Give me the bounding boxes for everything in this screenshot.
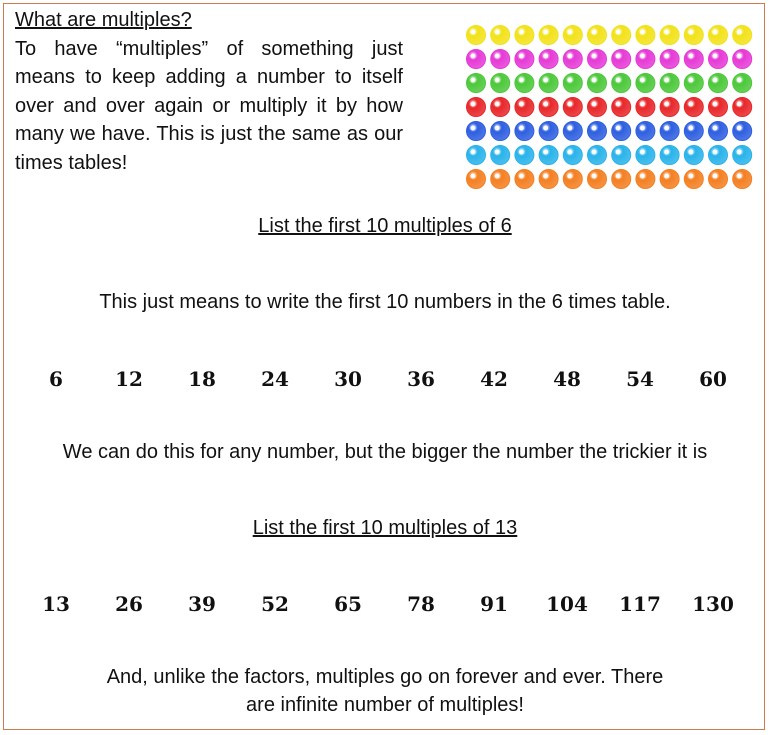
bead (467, 122, 486, 141)
bead (491, 74, 510, 93)
multiple-value: 39 (188, 592, 216, 616)
note-text: We can do this for any number, but the bigger the number the trickier it is (62, 441, 708, 463)
bead-highlight (737, 174, 742, 179)
bead (612, 122, 631, 141)
bead-highlight (543, 30, 548, 35)
bead (709, 170, 728, 189)
multiple-value: 13 (42, 592, 70, 616)
intro-title: What are multiples? (15, 9, 192, 31)
bead-highlight (592, 174, 597, 179)
bead (515, 170, 534, 189)
multiple-value: 91 (480, 592, 508, 616)
multiple-value: 52 (261, 592, 289, 616)
bead (491, 98, 510, 117)
bead-highlight (567, 102, 572, 107)
bead-highlight (543, 150, 548, 155)
bead-highlight (737, 30, 742, 35)
bead (515, 26, 534, 45)
bead-highlight (640, 150, 645, 155)
bead-highlight (616, 30, 621, 35)
bead-highlight (495, 30, 500, 35)
bead (491, 146, 510, 165)
bead-highlight (471, 174, 476, 179)
bead (684, 170, 703, 189)
bead (515, 98, 534, 117)
multiple-value: 54 (626, 367, 654, 391)
bead-highlight (616, 78, 621, 83)
multiple-value: 24 (261, 367, 289, 391)
bead (467, 146, 486, 165)
bead-highlight (640, 54, 645, 59)
bead (636, 74, 655, 93)
colored-beads-grid (464, 23, 754, 191)
bead (588, 74, 607, 93)
multiple-value: 78 (407, 592, 435, 616)
bead-highlight (616, 126, 621, 131)
multiple-value: 48 (553, 367, 581, 391)
multiples-of-13-row (0, 592, 770, 622)
bead-highlight (737, 54, 742, 59)
bead (539, 26, 558, 45)
bead-highlight (688, 54, 693, 59)
bead (660, 122, 679, 141)
bead-highlight (737, 126, 742, 131)
bead-highlight (664, 54, 669, 59)
bead-highlight (713, 102, 718, 107)
bead-highlight (640, 78, 645, 83)
section2-heading: List the first 10 multiples of 13 (252, 517, 518, 539)
multiple-value: 117 (619, 592, 661, 616)
multiple-value: 6 (49, 367, 63, 391)
bead (733, 122, 752, 141)
bead-highlight (543, 78, 548, 83)
bead-highlight (543, 126, 548, 131)
bead-highlight (664, 174, 669, 179)
bead (612, 74, 631, 93)
bead-highlight (664, 150, 669, 155)
bead (709, 122, 728, 141)
bead-highlight (471, 54, 476, 59)
bead (660, 26, 679, 45)
bead (684, 74, 703, 93)
bead (660, 98, 679, 117)
bead-highlight (616, 174, 621, 179)
bead (515, 146, 534, 165)
bead-highlight (688, 126, 693, 131)
bead-highlight (592, 102, 597, 107)
bead (563, 26, 582, 45)
bead-highlight (713, 150, 718, 155)
bead (733, 74, 752, 93)
bead-highlight (592, 150, 597, 155)
bead-highlight (664, 126, 669, 131)
multiple-value: 18 (188, 367, 216, 391)
bead (563, 170, 582, 189)
bead-highlight (688, 102, 693, 107)
section1-heading: List the first 10 multiples of 6 (258, 215, 512, 237)
bead (539, 170, 558, 189)
bead-highlight (567, 126, 572, 131)
bead-highlight (471, 126, 476, 131)
bead (491, 26, 510, 45)
bead-highlight (519, 54, 524, 59)
bead (733, 146, 752, 165)
bead-highlight (471, 150, 476, 155)
bead-highlight (567, 54, 572, 59)
bead-highlight (519, 150, 524, 155)
bead (515, 50, 534, 69)
bead-highlight (664, 30, 669, 35)
bead (539, 50, 558, 69)
multiple-value: 104 (546, 592, 588, 616)
bead-highlight (495, 150, 500, 155)
bead-highlight (688, 30, 693, 35)
bead-highlight (495, 174, 500, 179)
multiples-of-6-row (0, 367, 770, 397)
bead-highlight (640, 102, 645, 107)
bead-highlight (713, 54, 718, 59)
bead (636, 146, 655, 165)
multiple-value: 60 (699, 367, 727, 391)
bead (733, 98, 752, 117)
bead (733, 50, 752, 69)
bead (588, 122, 607, 141)
bead-highlight (592, 126, 597, 131)
bead-highlight (567, 174, 572, 179)
bead (733, 170, 752, 189)
bead-highlight (592, 30, 597, 35)
bead-highlight (471, 78, 476, 83)
bead (660, 146, 679, 165)
bead-highlight (519, 174, 524, 179)
conclusion-line-1: And, unlike the factors, multiples go on forever and ever. There (106, 666, 664, 688)
bead (612, 26, 631, 45)
bead (539, 122, 558, 141)
bead (588, 98, 607, 117)
bead (563, 98, 582, 117)
bead-highlight (640, 30, 645, 35)
bead-highlight (543, 54, 548, 59)
bead (563, 122, 582, 141)
bead (709, 74, 728, 93)
bead (660, 74, 679, 93)
bead (563, 74, 582, 93)
bead (636, 50, 655, 69)
bead (588, 50, 607, 69)
bead-highlight (640, 126, 645, 131)
bead (636, 98, 655, 117)
bead-highlight (616, 150, 621, 155)
bead (563, 146, 582, 165)
bead-highlight (567, 30, 572, 35)
bead-highlight (495, 126, 500, 131)
bead-highlight (495, 78, 500, 83)
bead (709, 50, 728, 69)
bead (539, 98, 558, 117)
bead (588, 170, 607, 189)
bead-highlight (519, 126, 524, 131)
multiple-value: 65 (334, 592, 362, 616)
multiple-value: 26 (115, 592, 143, 616)
bead (684, 146, 703, 165)
bead (467, 26, 486, 45)
bead (709, 98, 728, 117)
bead (588, 146, 607, 165)
bead (612, 98, 631, 117)
bead-highlight (592, 78, 597, 83)
bead (539, 74, 558, 93)
bead (515, 122, 534, 141)
bead (636, 170, 655, 189)
bead-highlight (688, 150, 693, 155)
section1-explanation: This just means to write the first 10 numbers in the 6 times table. (99, 291, 671, 313)
bead (467, 98, 486, 117)
bead-highlight (543, 102, 548, 107)
bead-highlight (737, 78, 742, 83)
bead (684, 50, 703, 69)
conclusion-line-2: are infinite number of multiples! (246, 694, 524, 716)
bead (660, 170, 679, 189)
multiple-value: 12 (115, 367, 143, 391)
bead-highlight (713, 174, 718, 179)
bead-highlight (713, 30, 718, 35)
bead (636, 122, 655, 141)
intro-body: To have “multiples” of something just means to keep adding a number to itself over and over again or multiply it by how many we have. This is just the same as our times tables! (15, 37, 403, 174)
bead-highlight (567, 78, 572, 83)
bead-highlight (616, 54, 621, 59)
bead-highlight (543, 174, 548, 179)
bead (491, 122, 510, 141)
bead-highlight (713, 78, 718, 83)
bead-highlight (471, 102, 476, 107)
bead (491, 170, 510, 189)
multiple-value: 30 (334, 367, 362, 391)
bead (515, 74, 534, 93)
bead (684, 26, 703, 45)
bead (563, 50, 582, 69)
bead (491, 50, 510, 69)
bead (467, 74, 486, 93)
bead (709, 146, 728, 165)
bead-highlight (688, 174, 693, 179)
bead-highlight (664, 78, 669, 83)
bead (636, 26, 655, 45)
bead (660, 50, 679, 69)
bead (684, 98, 703, 117)
multiple-value: 42 (480, 367, 508, 391)
bead-highlight (567, 150, 572, 155)
bead-highlight (737, 102, 742, 107)
bead (612, 146, 631, 165)
bead (467, 50, 486, 69)
multiple-value: 36 (407, 367, 435, 391)
bead-highlight (471, 30, 476, 35)
bead-highlight (519, 30, 524, 35)
bead (709, 26, 728, 45)
bead-highlight (737, 150, 742, 155)
bead (588, 26, 607, 45)
intro-block (15, 6, 403, 177)
bead (612, 170, 631, 189)
bead-highlight (519, 102, 524, 107)
bead-highlight (519, 78, 524, 83)
bead (612, 50, 631, 69)
bead (733, 26, 752, 45)
bead-highlight (713, 126, 718, 131)
bead-highlight (495, 54, 500, 59)
multiple-value: 130 (692, 592, 734, 616)
bead-highlight (592, 54, 597, 59)
bead-highlight (495, 102, 500, 107)
bead-highlight (640, 174, 645, 179)
bead (539, 146, 558, 165)
bead (467, 170, 486, 189)
bead (684, 122, 703, 141)
bead-highlight (688, 78, 693, 83)
bead-highlight (616, 102, 621, 107)
bead-highlight (664, 102, 669, 107)
